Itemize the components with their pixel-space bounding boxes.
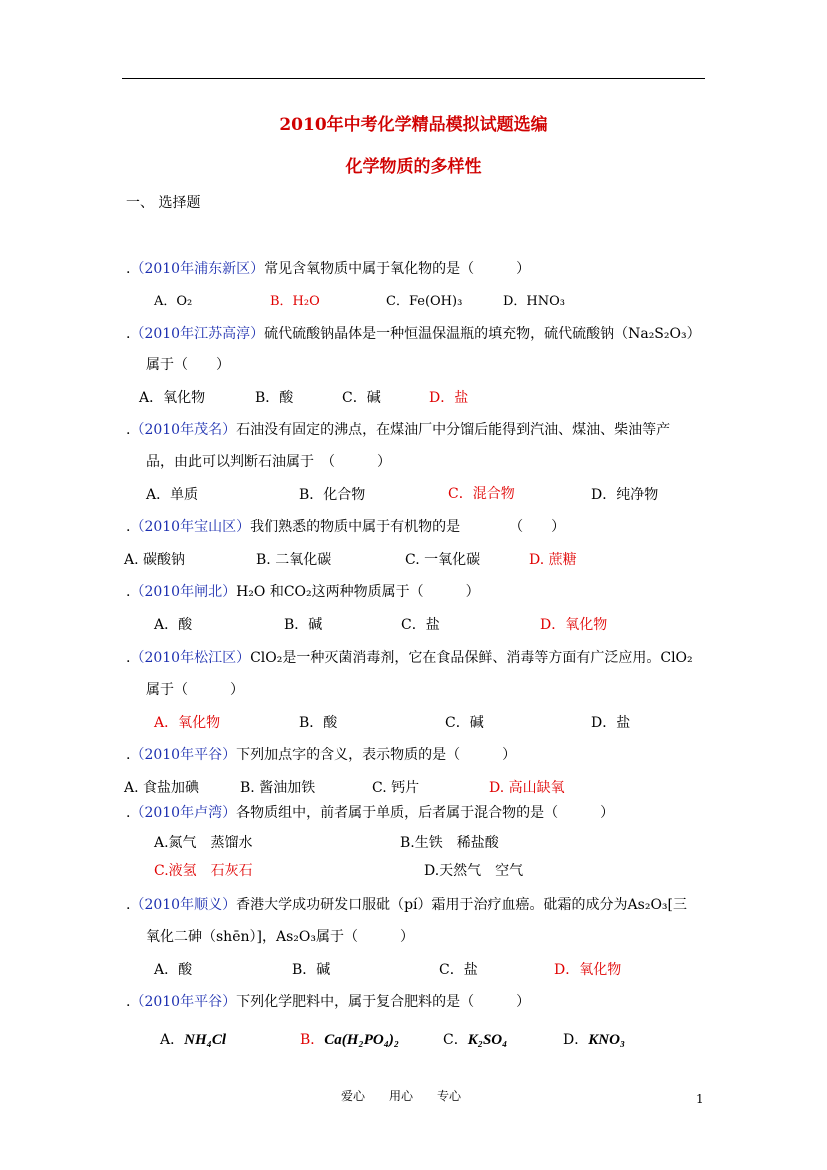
question-10 <box>126 995 530 1009</box>
footer-motto: 爱心 用心 专心 <box>341 1089 462 1103</box>
question-number: . <box>126 584 131 600</box>
question-4 <box>126 520 565 534</box>
option-b: B．化合物 <box>299 487 366 503</box>
question-number: . <box>126 261 131 277</box>
option-d: D．盐 <box>591 715 631 731</box>
option-b: B．酸 <box>299 715 338 731</box>
option-b: B．碱 <box>292 962 331 978</box>
option-c: C. 一氧化碳 <box>405 552 481 568</box>
question-source: （2010年平谷） <box>130 747 237 763</box>
option-a: A. 食盐加碘 <box>124 780 200 796</box>
option-a: A．O₂ <box>154 294 193 309</box>
question-2 <box>126 327 701 341</box>
option-d: D．HNO₃ <box>503 294 566 309</box>
question-text: 硫代硫酸钠晶体是一种恒温保温瓶的填充物，硫代硫酸钠（Na₂S₂O₃） <box>264 326 701 342</box>
option-d-answer: D. 蔗糖 <box>529 552 577 568</box>
question-6 <box>126 651 693 665</box>
option-a-answer: A．氧化物 <box>154 715 221 731</box>
question-source: （2010年江苏高淳） <box>130 326 265 342</box>
question-3-continued: 品，由此可以判断石油属于 （ ） <box>146 454 391 470</box>
question-text: 石油没有固定的沸点，在煤油厂中分馏后能得到汽油、煤油、柴油等产 <box>236 422 671 438</box>
question-source: （2010年茂名） <box>130 422 237 438</box>
question-text: ClO₂是一种灭菌消毒剂，它在食品保鲜、消毒等方面有广泛应用。ClO₂ <box>250 650 693 666</box>
option-d-answer: D．氧化物 <box>554 962 622 978</box>
question-text: 下列化学肥料中，属于复合肥料的是（ ） <box>236 994 531 1010</box>
page-subtitle: 化学物质的多样性 <box>345 157 482 177</box>
option-b-answer <box>300 1033 399 1048</box>
option-a: A．单质 <box>146 487 199 503</box>
option-a <box>160 1033 226 1048</box>
question-number: . <box>126 422 131 438</box>
question-2-continued: 属于（ ） <box>146 357 230 373</box>
question-8 <box>126 806 614 820</box>
option-c: C．碱 <box>342 390 381 406</box>
option-c: C．盐 <box>401 617 440 633</box>
question-6-continued: 属于（ ） <box>146 682 244 698</box>
question-7 <box>126 748 516 762</box>
question-9 <box>126 898 687 912</box>
question-text: H₂O 和CO₂这两种物质属于（ ） <box>236 584 480 600</box>
option-label: A． <box>160 1032 185 1048</box>
option-formula: Ca(H₂PO₄)₂ <box>324 1032 400 1048</box>
option-label: B． <box>300 1032 325 1048</box>
question-text: 下列加点字的含义，表示物质的是（ ） <box>236 747 517 763</box>
option-formula: K₂SO₄ <box>467 1032 508 1048</box>
question-text: 各物质组中，前者属于单质，后者属于混合物的是（ ） <box>236 805 615 821</box>
option-formula: NH₄Cl <box>184 1032 227 1048</box>
option-c: C．碱 <box>445 715 484 731</box>
option-label: D． <box>563 1032 589 1048</box>
question-number: . <box>126 326 131 342</box>
question-source: （2010年顺义） <box>130 897 237 913</box>
question-source: （2010年平谷） <box>130 994 237 1010</box>
option-a: A.氮气 蒸馏水 <box>154 835 253 851</box>
option-c <box>443 1033 507 1048</box>
option-d: D.天然气 空气 <box>424 863 524 879</box>
question-1 <box>126 262 530 276</box>
question-9-continued: 氧化二砷（shēn）]，As₂O₃属于（ ） <box>146 929 414 945</box>
question-source: （2010年宝山区） <box>130 519 251 535</box>
option-c: C. 钙片 <box>372 780 420 796</box>
question-number: . <box>126 650 131 666</box>
question-text: 我们熟悉的物质中属于有机物的是 （ ） <box>250 519 566 535</box>
option-c: C．盐 <box>439 962 478 978</box>
question-number: . <box>126 519 131 535</box>
option-d: D．纯净物 <box>591 487 659 503</box>
option-b-answer: B．H₂O <box>270 294 320 309</box>
question-source: （2010年闸北） <box>130 584 237 600</box>
option-a: A．氧化物 <box>139 390 206 406</box>
question-source: （2010年卢湾） <box>130 805 237 821</box>
option-d-answer: D．盐 <box>429 390 469 406</box>
option-a: A．酸 <box>154 617 193 633</box>
question-5 <box>126 585 480 599</box>
option-c-answer: C.液氢 石灰石 <box>154 863 253 879</box>
header-rule <box>122 78 705 79</box>
question-text: 常见含氧物质中属于氧化物的是（ ） <box>264 261 531 277</box>
question-number: . <box>126 897 131 913</box>
option-a: A．酸 <box>154 962 193 978</box>
option-a: A. 碳酸钠 <box>124 552 186 568</box>
option-b: B. 二氧化碳 <box>256 552 332 568</box>
question-text: 香港大学成功研发口服砒（pí）霜用于治疗血癌。砒霜的成分为As₂O₃[三 <box>236 897 687 913</box>
question-number: . <box>126 747 131 763</box>
option-d-answer: D．氧化物 <box>540 617 608 633</box>
question-number: . <box>126 805 131 821</box>
question-3 <box>126 423 670 437</box>
option-d <box>563 1033 625 1048</box>
option-c-answer: C．混合物 <box>448 486 515 502</box>
section-heading: 一、 选择题 <box>126 195 201 211</box>
option-b: B．酸 <box>255 390 294 406</box>
option-formula: KNO₃ <box>588 1032 626 1048</box>
option-b: B.生铁 稀盐酸 <box>400 835 499 851</box>
option-b: B．碱 <box>284 617 323 633</box>
page-title: 2010年中考化学精品模拟试题选编 <box>279 115 548 135</box>
question-source: （2010年浦东新区） <box>130 261 265 277</box>
question-source: （2010年松江区） <box>130 650 251 666</box>
option-label: C． <box>443 1032 468 1048</box>
question-number: . <box>126 994 131 1010</box>
option-b: B. 酱油加铁 <box>240 780 316 796</box>
option-d-answer: D. 高山缺氧 <box>489 780 565 796</box>
option-c: C．Fe(OH)₃ <box>386 294 463 309</box>
page-number: 1 <box>696 1092 704 1106</box>
